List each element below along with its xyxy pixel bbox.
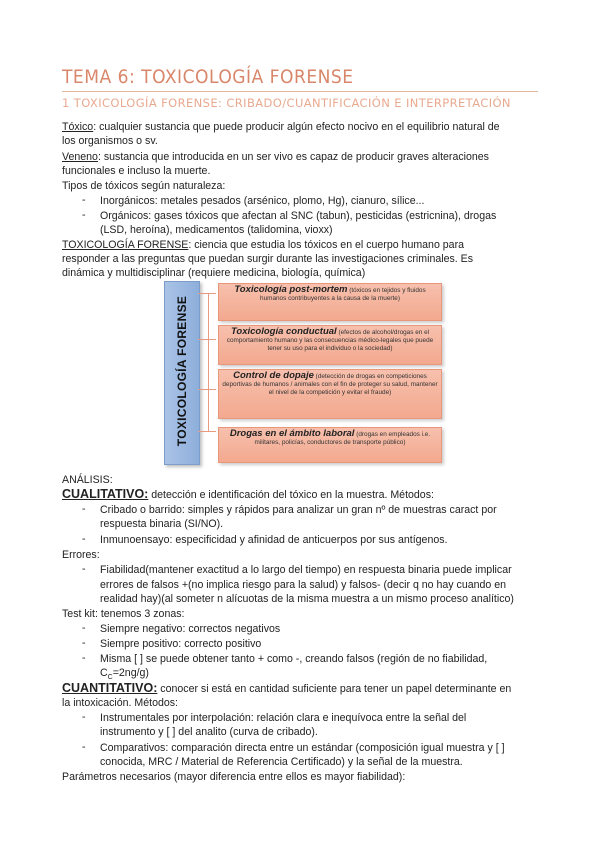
tf-term: TOXICOLOGÍA FORENSE <box>62 239 189 251</box>
cualitativo-line <box>62 487 434 502</box>
diagram-connector <box>198 431 216 432</box>
comparativos-item-1: Comparativos: comparación directa entre un estándar (composición igual muestra y [ ] <box>100 742 505 754</box>
cualitativo-term: CUALITATIVO: <box>62 487 149 501</box>
diagram-connector <box>198 293 216 294</box>
tf-def: : ciencia que estudia los tóxicos en el cuerpo humano para <box>188 239 464 251</box>
errores-heading: Errores: <box>62 549 100 561</box>
siempre-positivo-item: Siempre positivo: correcto positivo <box>100 638 262 650</box>
comparativos-item-2: conocida, MRC / Material de Referencia Certificado) y la señal de la muestra. <box>100 756 463 768</box>
bullet-dash: - <box>82 652 86 664</box>
tf-line-3: dinámica y multidisciplinar (requiere medicina, biología, química) <box>62 267 366 279</box>
diagram-vertical-label: TOXICOLOGÍA FORENSE <box>175 295 189 447</box>
box-title: Toxicología post-mortem <box>234 284 348 295</box>
toxico-term: Tóxico <box>62 121 94 133</box>
diagram-connector <box>198 339 216 340</box>
veneno-line-2: funcionales e incluso la muerte. <box>62 165 211 177</box>
cuantitativo-def: conocer si está en cantidad suficiente para tener un papel determinante en <box>157 683 512 695</box>
fiabilidad-item-1: Fiabilidad(mantener exactitud a lo largo del tiempo) en respuesta binaria puede implicar <box>100 564 512 576</box>
toxico-line-2: los organismos o sv. <box>62 135 158 147</box>
cuantitativo-term: CUANTITATIVO: <box>62 681 158 695</box>
inmunoensayo-item: Inmunoensayo: especificidad y afinidad de anticuerpos por sus antígenos. <box>100 534 448 546</box>
fiabilidad-item-3: realidad hay)(al someter n alícuotas de la misma muestra a un mismo proceso analítico) <box>100 593 514 605</box>
tipos-heading: Tipos de tóxicos según naturaleza: <box>62 180 226 192</box>
section-subtitle: 1 TOXICOLOGÍA FORENSE: CRIBADO/CUANTIFICACIÓN E INTERPRETACIÓN <box>62 96 511 110</box>
diagram-box-laboral <box>218 427 442 463</box>
bullet-dash: - <box>82 209 86 221</box>
testkit-heading: Test kit: tenemos 3 zonas: <box>62 608 185 620</box>
title-divider <box>62 91 538 92</box>
veneno-line-1 <box>62 150 489 164</box>
page-title: TEMA 6: TOXICOLOGÍA FORENSE <box>62 66 354 88</box>
cribado-item-1: Cribado o barrido: simples y rápidos para analizar un gran nº de muestras caract por <box>100 504 497 516</box>
misma-item-1: Misma [ ] se puede obtener tanto + como -, creando falsos (región de no fiabilidad, <box>100 653 488 665</box>
instrumentales-item-2: instrumento y [ ] del analito (curva de cribado). <box>100 726 318 738</box>
bullet-dash: - <box>82 503 86 515</box>
diagram-connector-spine <box>208 293 209 431</box>
bullet-dash: - <box>82 563 86 575</box>
cuantitativo-line-2: la intoxicación. Métodos: <box>62 697 179 709</box>
box-title: Toxicología conductual <box>230 326 337 337</box>
box-desc: (efectos de alcohol/drogas en el comportamiento humano y las consecuencias médico-legales que puede tener su uso para el individuo o la sociedad) <box>226 329 434 352</box>
toxicologia-diagram <box>164 281 446 467</box>
veneno-term: Veneno <box>62 151 98 163</box>
organicos-item-2: (LSD, heroína), medicamentos (talidomina, vioxx) <box>100 224 333 236</box>
diagram-box-dopaje <box>218 369 442 419</box>
cc-symbol: C <box>100 667 108 679</box>
bullet-dash: - <box>82 711 86 723</box>
organicos-item-1: Orgánicos: gases tóxicos que afectan al SNC (tabun), pesticidas (estricnina), drogas <box>100 210 497 222</box>
bullet-dash: - <box>82 622 86 634</box>
bullet-dash: - <box>82 637 86 649</box>
cribado-item-2: respuesta binaria (SI/NO). <box>100 518 224 530</box>
diagram-connector <box>198 389 216 390</box>
box-title: Control de dopaje <box>233 370 314 381</box>
box-desc: (tóxicos en tejidos y fluidos humanos contribuyentes a la causa de la muerte) <box>260 287 426 302</box>
cc-subscript: C <box>107 674 113 682</box>
box-desc: (detección de drogas en competiciones deportivas de humanos / animales con el fin de proteger su salud, mantener el nivel de la competición y evitar el fraude) <box>222 373 438 396</box>
diagram-box-post-mortem <box>218 283 442 321</box>
bullet-dash: - <box>82 741 86 753</box>
diagram-box-conductual <box>218 325 442 365</box>
instrumentales-item-1: Instrumentales por interpolación: relación clara e inequívoca entre la señal del <box>100 712 467 724</box>
fiabilidad-item-2: errores de falsos +(no implica riesgo para la salud) y falsos- (decir q no hay cuando en <box>100 579 507 591</box>
tf-line-1 <box>62 238 464 252</box>
tf-line-2: responder a las preguntas que puedan surgir durante las investigaciones criminales. Es <box>62 253 474 265</box>
toxico-line-1 <box>62 120 500 134</box>
cc-value: =2ng/g) <box>112 667 149 679</box>
bullet-dash: - <box>82 194 86 206</box>
cuantitativo-line-1 <box>62 681 511 696</box>
diagram-vertical-bar <box>164 281 200 465</box>
analisis-heading: ANÁLISIS: <box>62 474 113 486</box>
box-desc: (drogas en empleados i.e. militares, policías, conductores de transporte público) <box>254 431 431 446</box>
inorganicos-item: Inorgánicos: metales pesados (arsénico, plomo, Hg), cianuro, sílice... <box>100 195 425 207</box>
box-title: Drogas en el ámbito laboral <box>229 428 355 439</box>
cualitativo-def: detección e identificación del tóxico en la muestra. Métodos: <box>148 489 434 501</box>
veneno-def: : sustancia que introducida en un ser vivo es capaz de producir graves alteraciones <box>97 151 489 163</box>
bullet-dash: - <box>82 533 86 545</box>
toxico-def: : cualquier sustancia que puede producir algún efecto nocivo en el equilibrio natural de <box>93 121 500 133</box>
parametros-line: Parámetros necesarios (mayor diferencia entre ellos es mayor fiabilidad): <box>62 771 406 783</box>
siempre-negativo-item: Siempre negativo: correctos negativos <box>100 623 281 635</box>
